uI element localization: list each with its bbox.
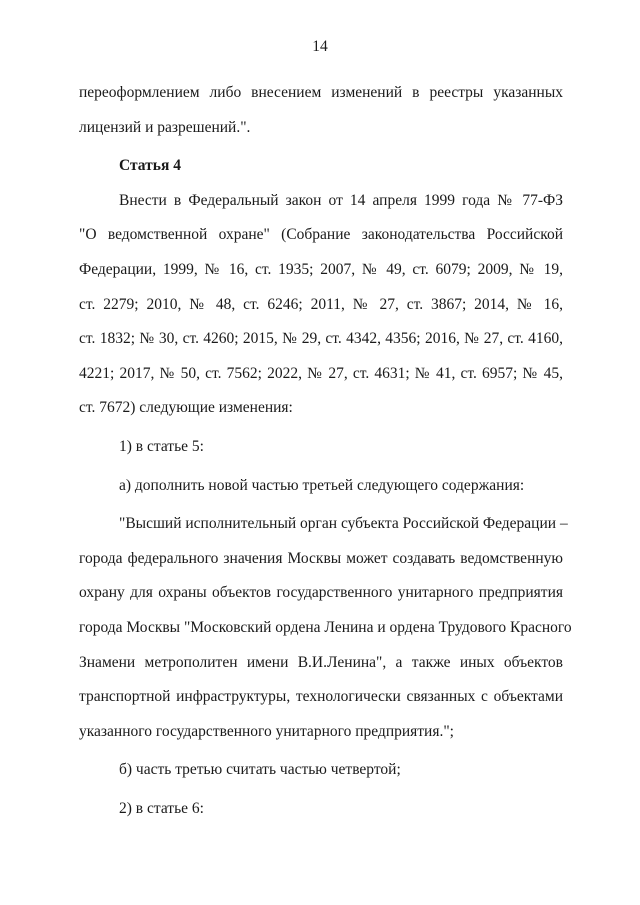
document-body [79,76,572,826]
text-line: охрану для охраны объектов государственного унитарного предприятия [79,584,563,602]
text-line: Внести в Федеральный закон от 14 апреля 1999 года № 77-ФЗ [119,191,563,209]
text-line: города Москвы "Московский ордена Ленина и ордена Трудового Красного [79,618,572,636]
text-line: "Высший исполнительный орган субъекта Российской Федерации – [119,515,568,533]
text-line: Знамени метрополитен имени В.И.Ленина", а также иных объектов [79,653,563,671]
text-line: 4221; 2017, № 50, ст. 7562; 2022, № 27, ст. 4631; № 41, ст. 6957; № 45, [79,364,563,382]
page-number: 14 [312,38,328,55]
text-line: ст. 1832; № 30, ст. 4260; 2015, № 29, ст. 4342, 4356; 2016, № 27, ст. 4160, [79,330,563,348]
text-line: указанного государственного унитарного предприятия."; [79,722,454,740]
text-line: Федерации, 1999, № 16, ст. 1935; 2007, № 49, ст. 6079; 2009, № 19, [79,260,563,278]
text-line: ст. 2279; 2010, № 48, ст. 6246; 2011, № 27, ст. 3867; 2014, № 16, [79,295,563,313]
text-line: 2) в статье 6: [119,799,204,817]
text-line: 1) в статье 5: [119,437,204,455]
text-line: "О ведомственной охране" (Собрание законодательства Российской [79,226,563,244]
text-line: б) часть третью считать частью четвертой; [119,761,401,779]
text-line: транспортной инфраструктуры, технологически связанных с объектами [79,688,563,706]
text-line: лицензий и разрешений.". [79,118,251,136]
text-line: а) дополнить новой частью третьей следующего содержания: [119,476,525,494]
text-line: города федерального значения Москвы может создавать ведомственную [79,549,563,567]
text-line: ст. 7672) следующие изменения: [79,399,293,417]
article-heading: Статья 4 [119,157,181,175]
text-line: переоформлением либо внесением изменений в реестры указанных [79,84,563,101]
